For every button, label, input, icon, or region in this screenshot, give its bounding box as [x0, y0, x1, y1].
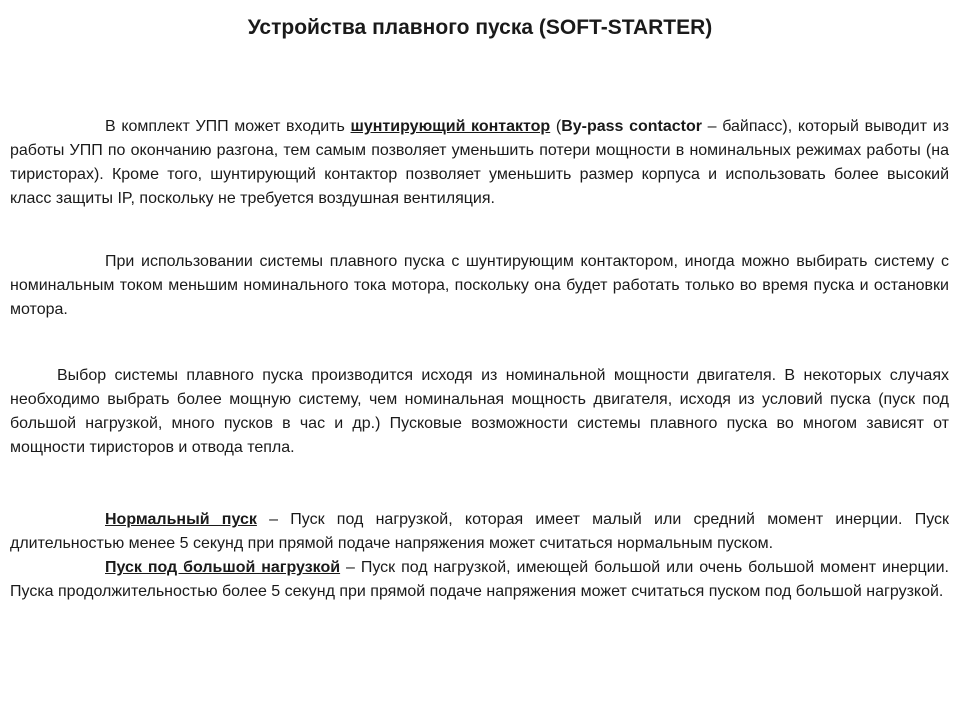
term-bypass-english: By-pass contactor — [561, 118, 702, 135]
paragraph-heavy-start — [10, 556, 949, 604]
paragraph-system-selection: Выбор системы плавного пуска производится исходя из номинальной мощности двигателя. В некоторых случаях необходимо выбрать более мощную систему, чем номинальная мощность двигателя, исходя из условий пуска (пуск под большой нагрузкой, много пусков в час и др.) Пусковые возможности системы плавного пуска во многом зависят от мощности тиристоров и отвода тепла. — [10, 367, 949, 456]
paragraph-bypass-text-3: – байпасс), который выводит из работы УПП по окончанию разгона, тем самым позволяет уменьшить потери мощности в номинальных режимах работы (на тиристорах). Кроме того, шунтирующий контактор позволяет уменьшить размер корпуса и использовать более высокий класс защиты IP, поскольку не требуется воздушная вентиляция. — [10, 118, 949, 207]
paragraph-heavy-start-text: – Пуск под нагрузкой, имеющей большой или очень большой момент инерции. Пуска продолжительностью более 5 секунд при прямой подаче напряжения может считаться пуском под большой нагрузкой. — [10, 559, 949, 600]
term-normal-start: Нормальный пуск — [105, 511, 257, 528]
term-heavy-start: Пуск под большой нагрузкой — [105, 559, 341, 576]
paragraph-rated-current: При использовании системы плавного пуска с шунтирующим контактором, иногда можно выбирать систему с номинальным током меньшим номинального тока мотора, поскольку она будет работать только во время пуска и остановки мотора. — [10, 253, 949, 318]
paragraph-normal-start-text: – Пуск под нагрузкой, которая имеет малый или средний момент инерции. Пуск длительностью менее 5 секунд при прямой подаче напряжения может считаться нормальным пуском. — [10, 511, 950, 552]
page-title: Устройства плавного пуска (SOFT-STARTER) — [247, 16, 713, 39]
paragraph-bypass-text-1: В комплект УПП может входить — [105, 118, 351, 135]
term-bypass-contactor: шунтирующий контактор — [350, 118, 551, 135]
paragraph-normal-start — [10, 508, 949, 556]
paragraph-bypass-contactor — [10, 115, 949, 211]
paragraph-bypass-text-2: ( — [550, 118, 562, 135]
